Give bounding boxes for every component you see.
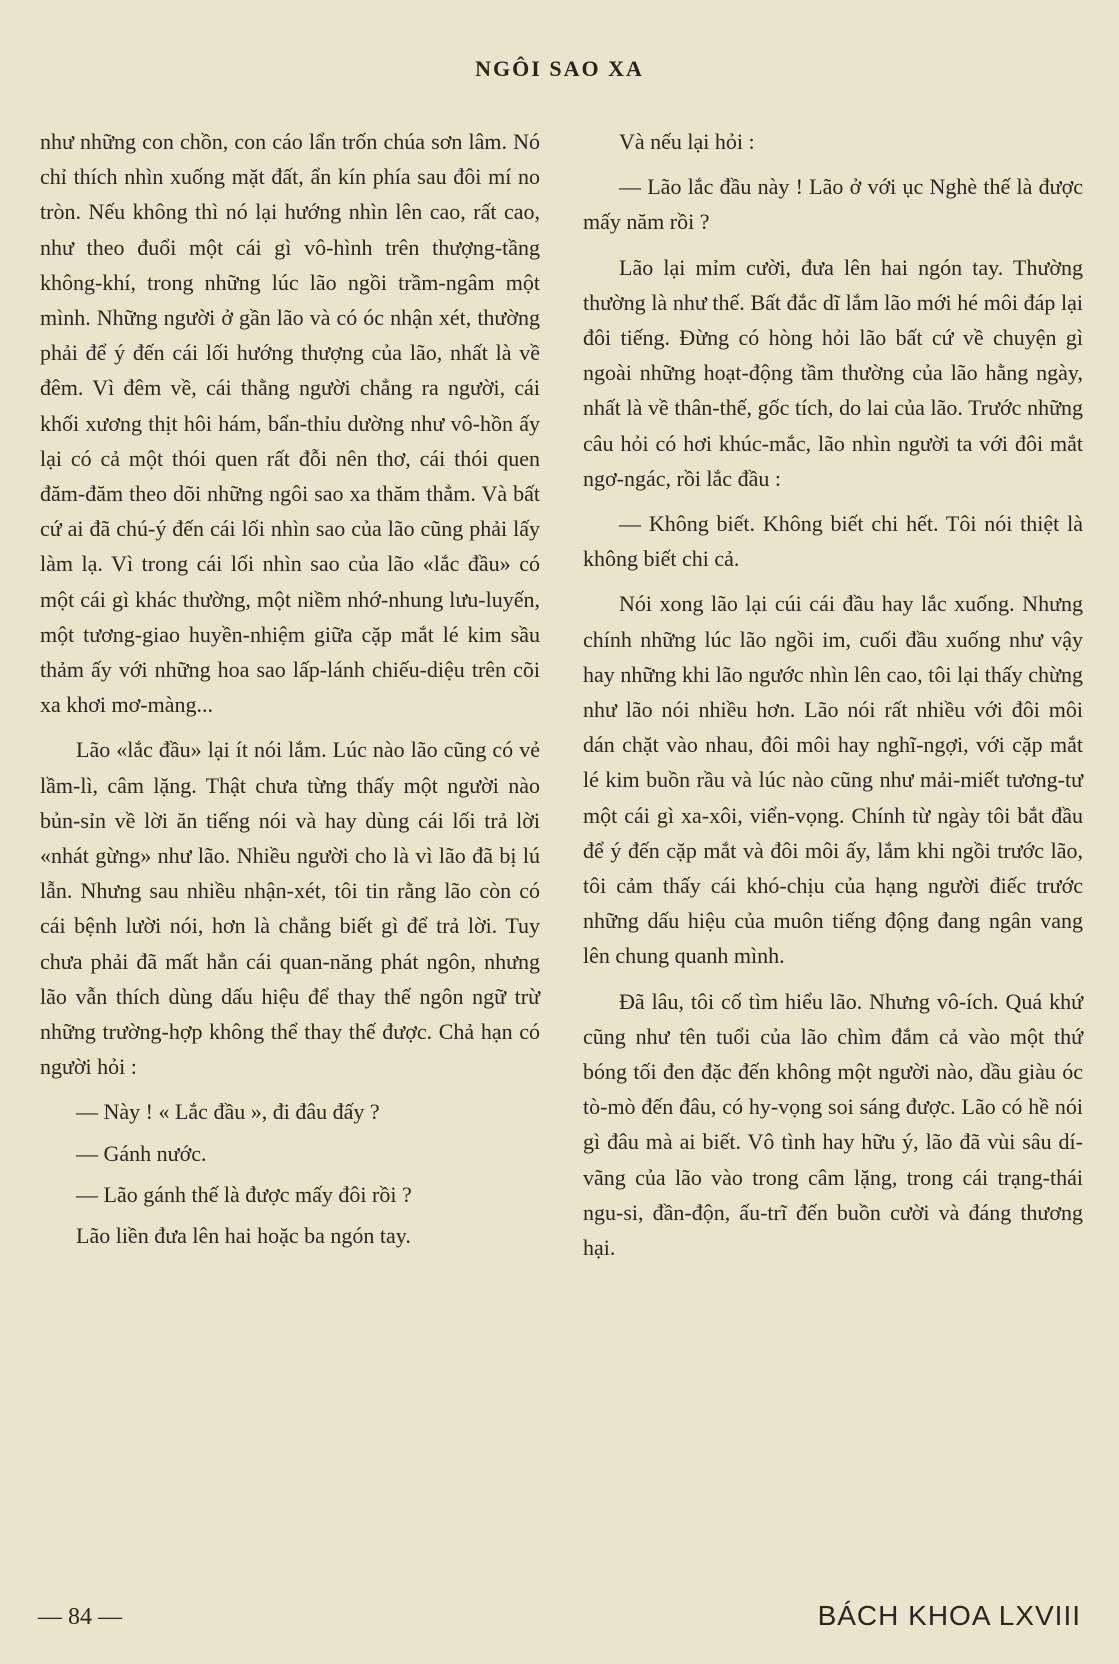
page-number: — 84 — bbox=[38, 1604, 122, 1630]
paragraph: Lão liền đưa lên hai hoặc ba ngón tay. bbox=[76, 1223, 411, 1249]
dialog-line: — Này ! « Lắc đầu », đi đâu đấy ? bbox=[76, 1099, 380, 1125]
running-header: NGÔI SAO XA bbox=[475, 56, 644, 81]
left-column bbox=[40, 124, 540, 1259]
paragraph: Lão «lắc đầu» lại ít nói lắm. Lúc nào lão cũng có vẻ lầm-lì, câm lặng. Thật chưa từng thấy một người nào bủn-sỉn về lời ăn tiếng nói và hay dùng cái lối trả lời «nhát gừng» như lão. Nhiều người cho là vì lão đã bị lú lẫn. Nhưng sau nhiều nhận-xét, tôi tin rằng lão còn có cái bệnh lười nói, hơn là chẳng biết gì để trả lời. Tuy chưa phải đã mất hẳn cái quan-năng phát ngôn, nhưng lão vẫn thích dùng dấu hiệu để thay thế ngôn ngữ trừ những trường-hợp không thể thay thế được. Chả hạn có người hỏi : bbox=[40, 737, 540, 1080]
paragraph: Đã lâu, tôi cố tìm hiểu lão. Nhưng vô-ích. Quá khứ cũng như tên tuổi của lão chìm đắm cả vào một thứ bóng tối đen đặc đến không một người nào, dầu giàu óc tò-mò đến đâu, có hy-vọng soi sáng được. Lão có hề nói gì đâu mà ai biết. Vô tình hay hữu ý, lão đã vùi sâu dí-vãng của lão vào trong câm lặng, trong cái trạng-thái ngu-si, đần-độn, ấu-trĩ đến buồn cười và đáng thương hại. bbox=[583, 988, 1083, 1261]
paragraph: Và nếu lại hỏi : bbox=[619, 129, 755, 154]
right-column bbox=[583, 124, 1083, 1275]
dialog-line: — Lão gánh thế là được mấy đôi rồi ? bbox=[76, 1181, 412, 1207]
magazine-name: BÁCH KHOA LXVIII bbox=[817, 1600, 1081, 1631]
dialog-line: — Không biết. Không biết chi hết. Tôi nói thiệt là không biết chi cả. bbox=[583, 511, 1083, 572]
dialog-line: — Gánh nước. bbox=[76, 1140, 207, 1166]
dialog-line: — Lão lắc đầu này ! Lão ở với ục Nghè thế là được mấy năm rồi ? bbox=[583, 174, 1083, 235]
paragraph: như những con chồn, con cáo lẩn trốn chúa sơn lâm. Nó chỉ thích nhìn xuống mặt đất, ẩn kín phía sau đôi mí no tròn. Nếu không thì nó lại hướng nhìn lên cao, rất cao, như theo đuổi một cái gì vô-hình trên thượng-tầng không-khí, trong những lúc lão ngồi trầm-ngâm một mình. Những người ở gần lão và có óc nhận xét, thường phải để ý đến cái lối hướng thượng của lão, nhất là về đêm. Vì đêm về, cái thằng người chẳng ra người, cái khối xương thịt hôi hám, bẩn-thỉu dường như vô-hồn ấy lại có cả một thói quen rất đỗi nên thơ, cái thói quen đăm-đăm theo dõi những ngôi sao xa thăm thẳm. Và bất cứ ai đã chú-ý đến cái lối nhìn sao của lão cũng phải lấy làm lạ. Vì trong cái lối nhìn sao của lão «lắc đầu» có một cái gì khác thường, một niềm nhớ-nhung lưu-luyến, một tương-giao huyền-nhiệm giữa cặp mắt lé kim sầu thảm ấy với những hoa sao lấp-lánh chiếu-diệu trên cõi xa khơi mơ-màng... bbox=[40, 129, 540, 718]
paragraph: Nói xong lão lại cúi cái đầu hay lắc xuống. Nhưng chính những lúc lão ngồi im, cuối đầu xuống như vậy hay những khi lão ngước nhìn lên cao, tôi lại thấy chừng như lão nói nhiều hơn. Lão nói rất nhiều với đôi môi dán chặt vào nhau, đôi môi hay nghĩ-ngợi, với cặp mắt lé kim buồn rầu và lúc nào cũng như mải-miết tương-tư một cái gì xa-xôi, viển-vọng. Chính từ ngày tôi bắt đầu để ý đến cặp mắt và đôi môi ấy, lắm khi ngồi trước lão, tôi cảm thấy cái khó-chịu của hạng người điếc trước những dấu hiệu của muôn tiếng động đang ngân vang lên chung quanh mình. bbox=[583, 591, 1083, 969]
paragraph: Lão lại mỉm cười, đưa lên hai ngón tay. Thường thường là như thế. Bất đắc dĩ lắm lão mới hé môi đáp lại đôi tiếng. Đừng có hòng hỏi lão bất cứ về chuyện gì ngoài những hoạt-động tầm thường của lão hằng ngày, nhất là về thân-thế, gốc tích, do lai của lão. Trước những câu hỏi có hơi khúc-mắc, lão nhìn người ta với đôi mắt ngơ-ngác, rồi lắc đầu : bbox=[583, 254, 1083, 491]
